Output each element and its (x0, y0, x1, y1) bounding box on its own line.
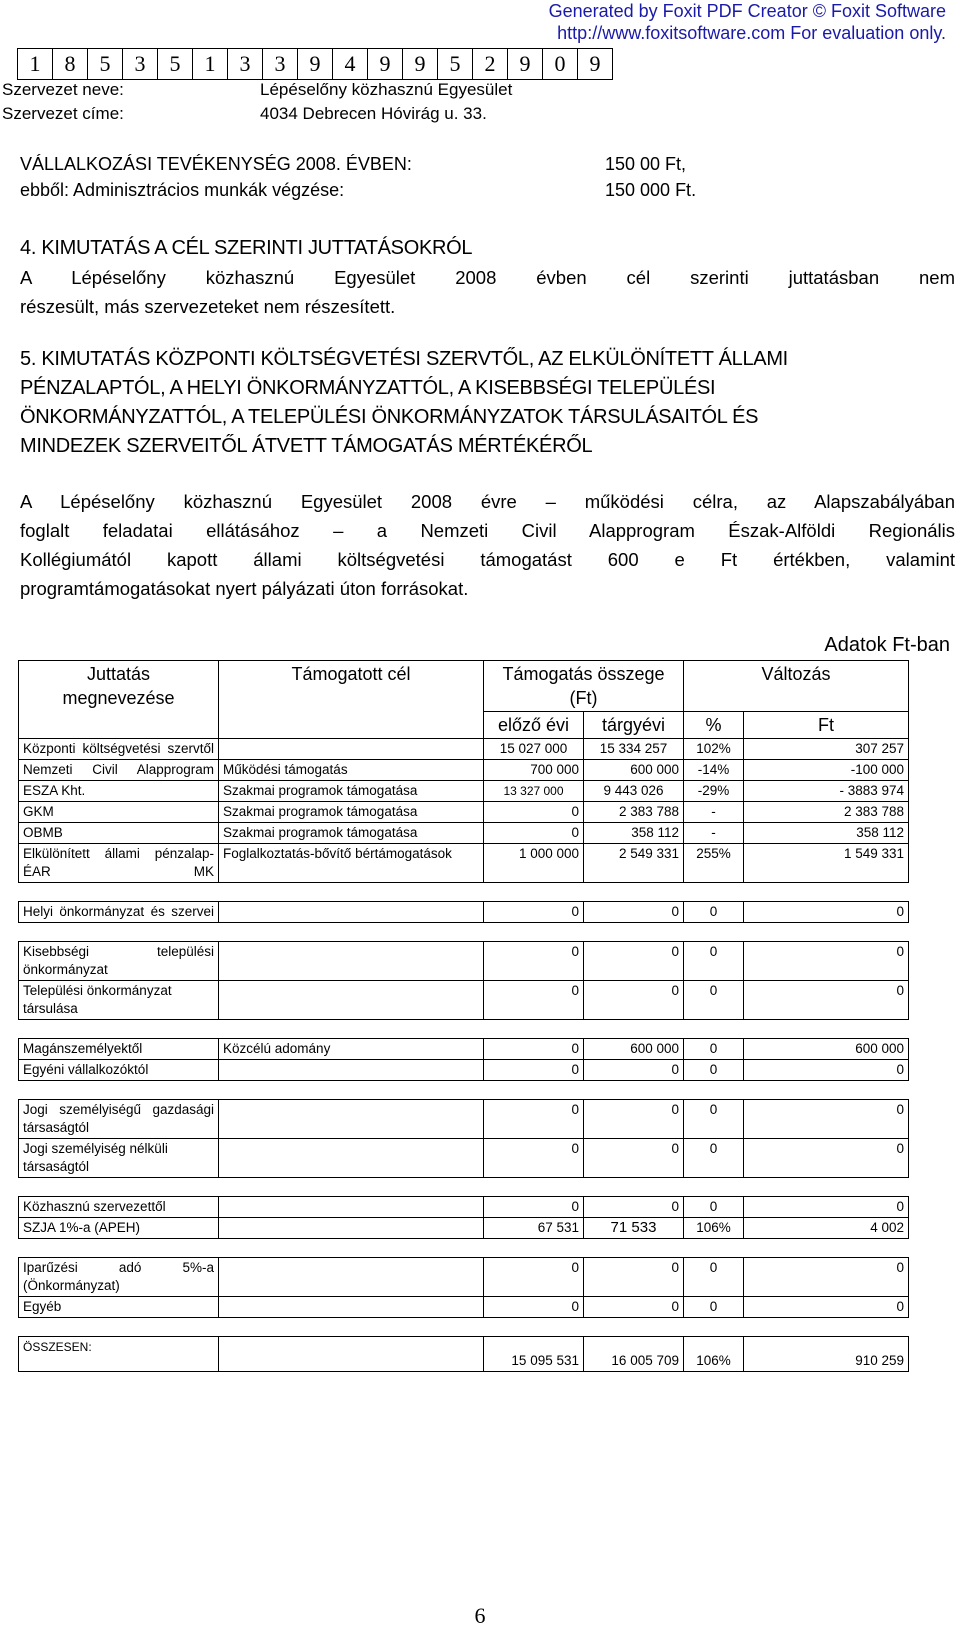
table-row (19, 981, 909, 1020)
table-row (19, 902, 909, 923)
row-ft: 358 112 (744, 823, 909, 844)
tax-digit: 3 (122, 48, 158, 80)
row-purpose (219, 1060, 484, 1081)
spacer-cell (19, 1239, 909, 1258)
tax-number-boxes (18, 48, 613, 80)
row-ft: 0 (744, 902, 909, 923)
row-purpose (219, 942, 484, 981)
tax-digit: 5 (437, 48, 473, 80)
table-row (19, 1297, 909, 1318)
table-spacer (19, 1318, 909, 1337)
header-name-line-2: megnevezése (62, 688, 175, 708)
row-curr: 0 (584, 981, 684, 1020)
total-purpose (219, 1337, 484, 1372)
row-ft: 0 (744, 1139, 909, 1178)
row-pct: 0 (684, 1197, 744, 1218)
row-name: Jogi személyiség nélküli társaságtól (19, 1139, 219, 1178)
row-curr: 71 533 (584, 1218, 684, 1239)
row-curr: 0 (584, 1060, 684, 1081)
row-curr: 2 383 788 (584, 802, 684, 823)
section-5-paragraph-4: programtámogatásokat nyert pályázati úton forrásokat. (20, 578, 469, 599)
row-name: Helyi önkormányzat és szervei (19, 902, 219, 923)
row-purpose (219, 1100, 484, 1139)
row-pct: 0 (684, 1100, 744, 1139)
row-purpose (219, 981, 484, 1020)
header-ft: Ft (744, 712, 909, 739)
row-purpose: Szakmai programok támogatása (219, 823, 484, 844)
header-amount-line-1: Támogatás összege (502, 664, 665, 684)
row-curr: 358 112 (584, 823, 684, 844)
table-row (19, 1218, 909, 1239)
business-label-1: VÁLLALKOZÁSI TEVÉKENYSÉG 2008. ÉVBEN: (20, 154, 412, 174)
foxit-watermark (549, 0, 946, 44)
spacer-cell (19, 1020, 909, 1039)
row-name: Közhasznú szervezettől (19, 1197, 219, 1218)
table-row (19, 1197, 909, 1218)
total-ft: 910 259 (744, 1337, 909, 1372)
row-ft: - 3883 974 (744, 781, 909, 802)
row-name: Központi költségvetési szervtől (19, 739, 219, 760)
section-5-heading-2: PÉNZALAPTÓL, A HELYI ÖNKORMÁNYZATTÓL, A KISEBBSÉGI TELEPÜLÉSI (20, 377, 716, 399)
row-curr: 0 (584, 942, 684, 981)
row-pct: -14% (684, 760, 744, 781)
row-prev: 0 (484, 1258, 584, 1297)
page-number: 6 (474, 1603, 486, 1628)
row-curr: 2 549 331 (584, 844, 684, 883)
section-4-line-1: A Lépéselőny közhasznú Egyesület 2008 évben cél szerinti juttatásban nem (20, 267, 955, 288)
table-row (19, 942, 909, 981)
row-purpose: Közcélú adomány (219, 1039, 484, 1060)
table-spacer (19, 1239, 909, 1258)
section-5-paragraph-3: Kollégiumától kapott állami költségvetési támogatást 600 e Ft értékben, valamint (20, 549, 955, 570)
tax-digit: 9 (367, 48, 403, 80)
row-purpose (219, 1258, 484, 1297)
total-prev: 15 095 531 (484, 1337, 584, 1372)
row-ft: 0 (744, 942, 909, 981)
header-change: Változás (684, 661, 909, 712)
row-curr: 0 (584, 1258, 684, 1297)
row-prev: 0 (484, 802, 584, 823)
table-row (19, 739, 909, 760)
row-curr: 600 000 (584, 760, 684, 781)
row-name: ESZA Kht. (19, 781, 219, 802)
row-prev: 1 000 000 (484, 844, 584, 883)
row-ft: 4 002 (744, 1218, 909, 1239)
table-row (19, 781, 909, 802)
row-prev: 0 (484, 1197, 584, 1218)
row-purpose (219, 739, 484, 760)
tax-digit: 1 (192, 48, 228, 80)
row-purpose (219, 1197, 484, 1218)
row-purpose: Foglalkoztatás-bővítő bértámogatások (219, 844, 484, 883)
row-purpose: Szakmai programok támogatása (219, 781, 484, 802)
row-ft: 2 383 788 (744, 802, 909, 823)
tax-digit: 1 (17, 48, 53, 80)
header-prev-year: előző évi (484, 712, 584, 739)
row-curr: 9 443 026 (584, 781, 684, 802)
section-5-paragraph-2: foglalt feladatai ellátásához – a Nemzeti Civil Alapprogram Észak-Alföldi Regionális (20, 520, 955, 541)
row-prev: 0 (484, 902, 584, 923)
business-value-1: 150 00 Ft, (605, 154, 687, 174)
row-pct: 106% (684, 1218, 744, 1239)
row-purpose (219, 902, 484, 923)
org-address-value: 4034 Debrecen Hóvirág u. 33. (260, 104, 487, 123)
tax-digit: 9 (297, 48, 333, 80)
row-name: Kisebbségi települési önkormányzat (19, 942, 219, 981)
table-spacer (19, 923, 909, 942)
business-label-2: ebből: Adminisztrácios munkák végzése: (20, 180, 345, 200)
spacer-cell (19, 1178, 909, 1197)
row-name: SZJA 1%-a (APEH) (19, 1218, 219, 1239)
spacer-cell (19, 923, 909, 942)
row-pct: 0 (684, 1060, 744, 1081)
header-current-year: tárgyévi (584, 712, 684, 739)
row-curr: 0 (584, 1297, 684, 1318)
row-ft: 0 (744, 1197, 909, 1218)
row-ft: 0 (744, 1258, 909, 1297)
row-pct: 0 (684, 1297, 744, 1318)
header-name-line-1: Juttatás (86, 664, 151, 684)
tax-digit: 2 (472, 48, 508, 80)
watermark-line-1: Generated by Foxit PDF Creator © Foxit Software (548, 1, 946, 21)
row-name: Települési önkormányzat társulása (19, 981, 219, 1020)
row-pct: 0 (684, 942, 744, 981)
tax-digit: 9 (402, 48, 438, 80)
section-5-heading-3: ÖNKORMÁNYZATTÓL, A TELEPÜLÉSI ÖNKORMÁNYZATOK TÁRSULÁSAITÓL ÉS (20, 406, 759, 428)
row-pct: 0 (684, 1039, 744, 1060)
row-pct: 0 (684, 981, 744, 1020)
header-amount (484, 661, 684, 712)
spacer-cell (19, 1318, 909, 1337)
row-ft: 600 000 (744, 1039, 909, 1060)
row-name: Egyéb (19, 1297, 219, 1318)
row-prev: 0 (484, 1100, 584, 1139)
header-percent: % (684, 712, 744, 739)
table-row (19, 844, 909, 883)
row-curr: 15 334 257 (584, 739, 684, 760)
table-spacer (19, 883, 909, 902)
row-prev: 15 027 000 (484, 739, 584, 760)
row-name: Iparűzési adó 5%-a (Önkormányzat) (19, 1258, 219, 1297)
row-prev: 0 (484, 981, 584, 1020)
spacer-cell (19, 1081, 909, 1100)
row-pct: 0 (684, 1139, 744, 1178)
row-ft: 0 (744, 1060, 909, 1081)
row-name: OBMB (19, 823, 219, 844)
tax-digit: 3 (262, 48, 298, 80)
org-address-label: Szervezet címe: (2, 104, 124, 123)
table-spacer (19, 1178, 909, 1197)
row-prev: 67 531 (484, 1218, 584, 1239)
table-row (19, 760, 909, 781)
row-prev: 0 (484, 1297, 584, 1318)
tax-digit: 9 (577, 48, 613, 80)
row-name: GKM (19, 802, 219, 823)
row-name: Nemzeti Civil Alapprogram (19, 760, 219, 781)
table-row (19, 1100, 909, 1139)
section-5-paragraph-1: A Lépéselőny közhasznú Egyesület 2008 évre – működési célra, az Alapszabályában (20, 491, 955, 512)
row-curr: 0 (584, 1139, 684, 1178)
row-curr: 600 000 (584, 1039, 684, 1060)
section-5-heading-4: MINDEZEK SZERVEITŐL ÁTVETT TÁMOGATÁS MÉRTÉKÉRŐL (20, 435, 593, 457)
header-amount-line-2: (Ft) (569, 688, 598, 708)
row-purpose (219, 1297, 484, 1318)
row-curr: 0 (584, 1197, 684, 1218)
tax-digit: 5 (157, 48, 193, 80)
row-pct: - (684, 823, 744, 844)
tax-digit: 8 (52, 48, 88, 80)
row-pct: 0 (684, 902, 744, 923)
org-name-value: Lépéselőny közhasznú Egyesület (260, 80, 513, 99)
row-pct: - (684, 802, 744, 823)
row-pct: 0 (684, 1258, 744, 1297)
header-purpose: Támogatott cél (219, 661, 484, 739)
total-label: ÖSSZESEN: (19, 1337, 219, 1372)
row-prev: 700 000 (484, 760, 584, 781)
section-4-heading: 4. KIMUTATÁS A CÉL SZERINTI JUTTATÁSOKRÓL (20, 237, 473, 259)
total-pct: 106% (684, 1337, 744, 1372)
business-value-2: 150 000 Ft. (605, 180, 697, 200)
spacer-cell (19, 883, 909, 902)
table-row (19, 1039, 909, 1060)
section-5-heading-1: 5. KIMUTATÁS KÖZPONTI KÖLTSÉGVETÉSI SZERVTŐL, AZ ELKÜLÖNÍTETT ÁLLAMI (20, 348, 788, 370)
row-name: Elkülönített állami pénzalap- ÉAR MK (19, 844, 219, 883)
row-ft: -100 000 (744, 760, 909, 781)
support-table (18, 660, 909, 1372)
row-prev: 0 (484, 1139, 584, 1178)
table-header-row (19, 661, 909, 712)
row-prev: 0 (484, 1060, 584, 1081)
row-purpose: Szakmai programok támogatása (219, 802, 484, 823)
row-name: Egyéni vállalkozóktól (19, 1060, 219, 1081)
tax-digit: 0 (542, 48, 578, 80)
row-prev: 13 327 000 (484, 781, 584, 802)
tax-digit: 9 (507, 48, 543, 80)
row-pct: 255% (684, 844, 744, 883)
table-row (19, 802, 909, 823)
table-row (19, 823, 909, 844)
table-row (19, 1139, 909, 1178)
table-spacer (19, 1020, 909, 1039)
row-purpose (219, 1218, 484, 1239)
row-ft: 0 (744, 1297, 909, 1318)
row-purpose: Működési támogatás (219, 760, 484, 781)
row-name: Magánszemélyektől (19, 1039, 219, 1060)
row-curr: 0 (584, 1100, 684, 1139)
row-ft: 0 (744, 981, 909, 1020)
total-curr: 16 005 709 (584, 1337, 684, 1372)
row-name: Jogi személyiségű gazdasági társaságtól (19, 1100, 219, 1139)
table-unit-label: Adatok Ft-ban (824, 634, 950, 656)
tax-digit: 3 (227, 48, 263, 80)
section-4-line-2: részesült, más szervezeteket nem részesített. (20, 296, 396, 317)
row-prev: 0 (484, 823, 584, 844)
row-ft: 307 257 (744, 739, 909, 760)
tax-digit: 5 (87, 48, 123, 80)
table-total-row (19, 1337, 909, 1372)
row-prev: 0 (484, 942, 584, 981)
header-juttatas (19, 661, 219, 739)
row-curr: 0 (584, 902, 684, 923)
table-spacer (19, 1081, 909, 1100)
row-prev: 0 (484, 1039, 584, 1060)
row-pct: -29% (684, 781, 744, 802)
table-row (19, 1060, 909, 1081)
row-pct: 102% (684, 739, 744, 760)
row-purpose (219, 1139, 484, 1178)
table-row (19, 1258, 909, 1297)
row-ft: 1 549 331 (744, 844, 909, 883)
watermark-line-2: http://www.foxitsoftware.com For evaluation only. (557, 23, 946, 43)
row-ft: 0 (744, 1100, 909, 1139)
org-name-label: Szervezet neve: (2, 80, 124, 99)
tax-digit: 4 (332, 48, 368, 80)
